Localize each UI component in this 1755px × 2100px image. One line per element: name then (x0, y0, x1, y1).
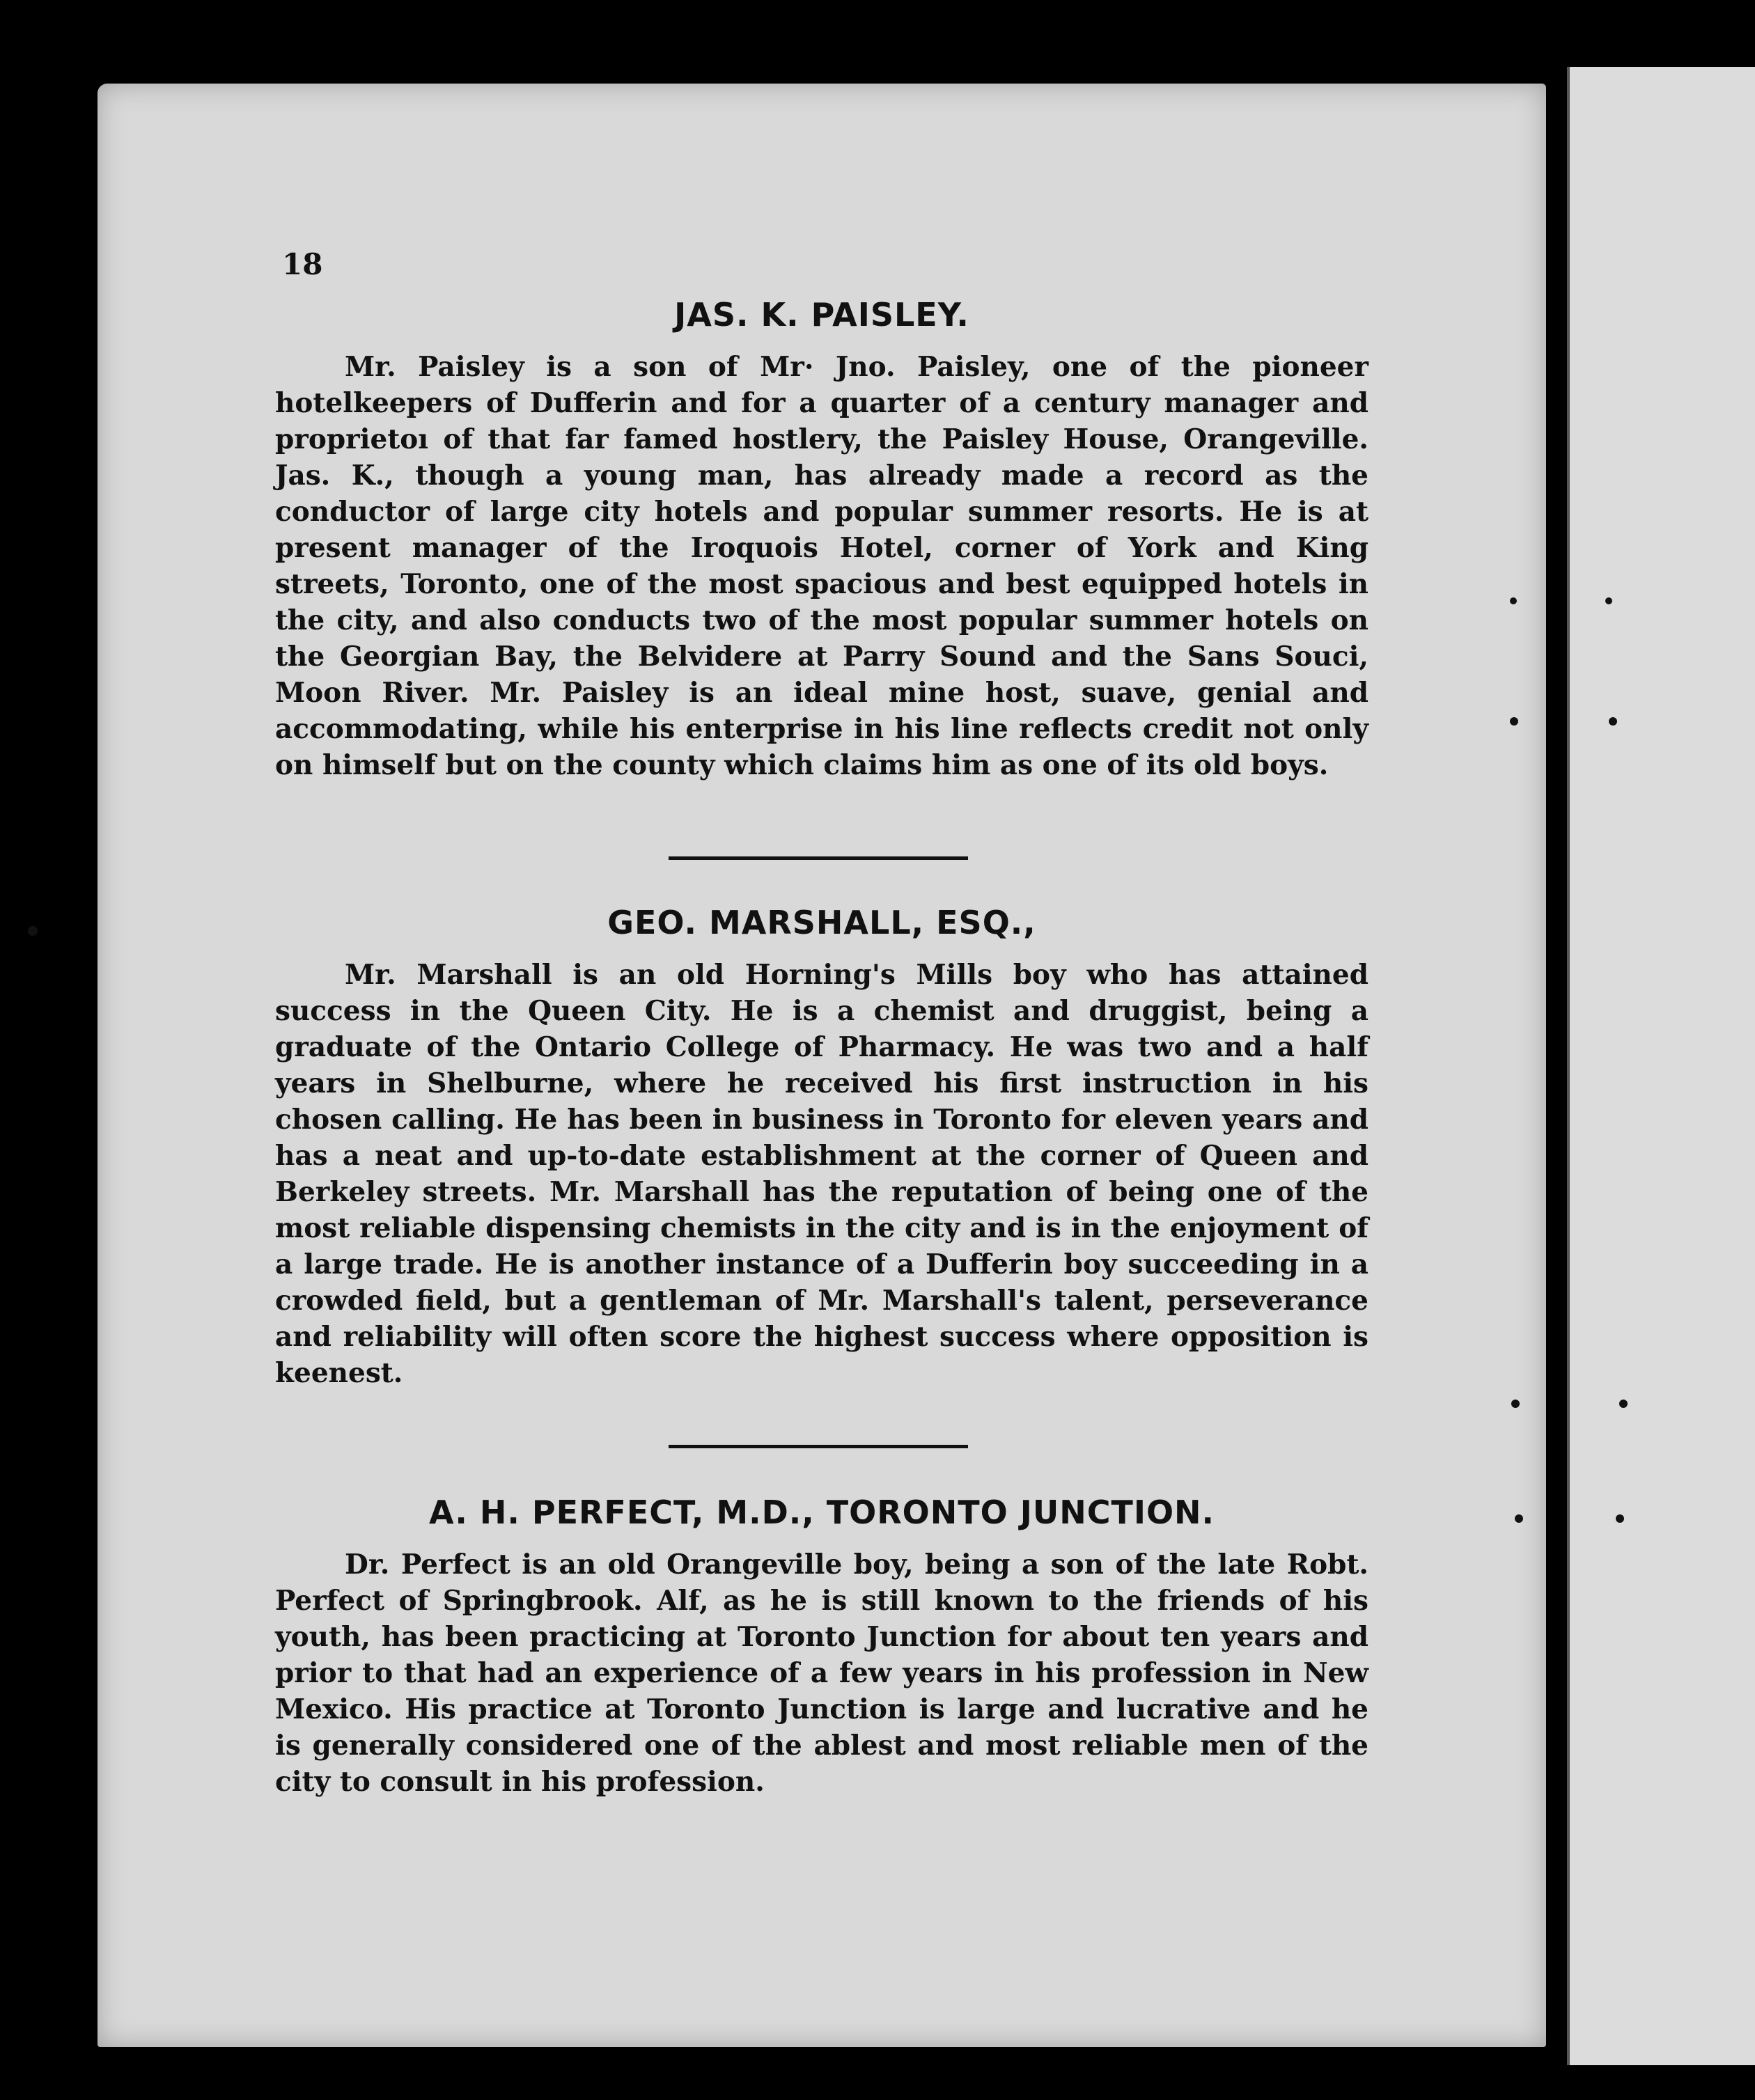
scan-speck (28, 926, 38, 936)
article-body: Mr. Paisley is a son of Mr· Jno. Paisley, one of the pioneer hotelkeepers of Dufferin and for a quarter of a century manager and proprietoı of that far famed hostlery, the Paisley House, Orangeville. Jas. K., though a young man, has already made a record as the conductor of large city hotels and popular summer resorts. He is at present manager of the Iroquois Hotel, corner of York and King streets, Toronto, one of the most spacious and best equipped hotels in the city, and also conducts two of the most popular summer hotels on the Georgian Bay, the Belvidere at Parry Sound and the Sans Souci, Moon River. Mr. Paisley is an ideal mine host, suave, genial and accommodating, while his enterprise in his line reflects credit not only on himself but on the county which claims him as one of its old boys. (275, 351, 1368, 781)
scan-speck (1609, 717, 1617, 726)
article-marshall (275, 904, 1368, 1391)
section-divider (669, 856, 968, 860)
article-body: Mr. Marshall is an old Horning's Mills boy who has attained success in the Queen City. He is a chemist and druggist, being a graduate of the Ontario College of Pharmacy. He was two and a half years in Shelburne, where he received his first instruction in his chosen calling. He has been in business in Toronto for eleven years and has a neat and up-to-date establishment at the corner of Queen and Berkeley streets. Mr. Marshall has the reputation of being one of the most reliable dispensing chemists in the city and is in the enjoyment of a large trade. He is another instance of a Dufferin boy succeeding in a crowded field, but a gentleman of Mr. Marshall's talent, perseverance and reliability will often score the highest success where opposition is keenest. (275, 959, 1368, 1389)
article-heading: JAS. K. PAISLEY. (674, 296, 969, 334)
scan-speck (1616, 1514, 1624, 1523)
article-paisley (275, 296, 1368, 783)
article-perfect (275, 1494, 1368, 1800)
article-body: Dr. Perfect is an old Orangeville boy, being a son of the late Robt. Perfect of Springbrook. Alf, as he is still known to the friends of his youth, has been practicing at Toronto Junction for about ten years and prior to that had an experience of a few years in his profession in New Mexico. His practice at Toronto Junction is large and lucrative and he is generally considered one of the ablest and most reliable men of the city to consult in his profession. (275, 1549, 1368, 1798)
scan-speck (1619, 1400, 1628, 1408)
scan-speck (1511, 1400, 1520, 1408)
facing-page-edge (1567, 67, 1755, 2065)
scan-speck (1605, 597, 1612, 604)
scan-speck (1515, 1514, 1523, 1523)
article-heading: GEO. MARSHALL, ESQ., (607, 904, 1036, 941)
section-divider (669, 1445, 968, 1448)
article-heading: A. H. PERFECT, M.D., TORONTO JUNCTION. (428, 1494, 1215, 1531)
scan-speck (1510, 597, 1517, 604)
page-number: 18 (282, 247, 323, 281)
scan-speck (1510, 717, 1518, 726)
